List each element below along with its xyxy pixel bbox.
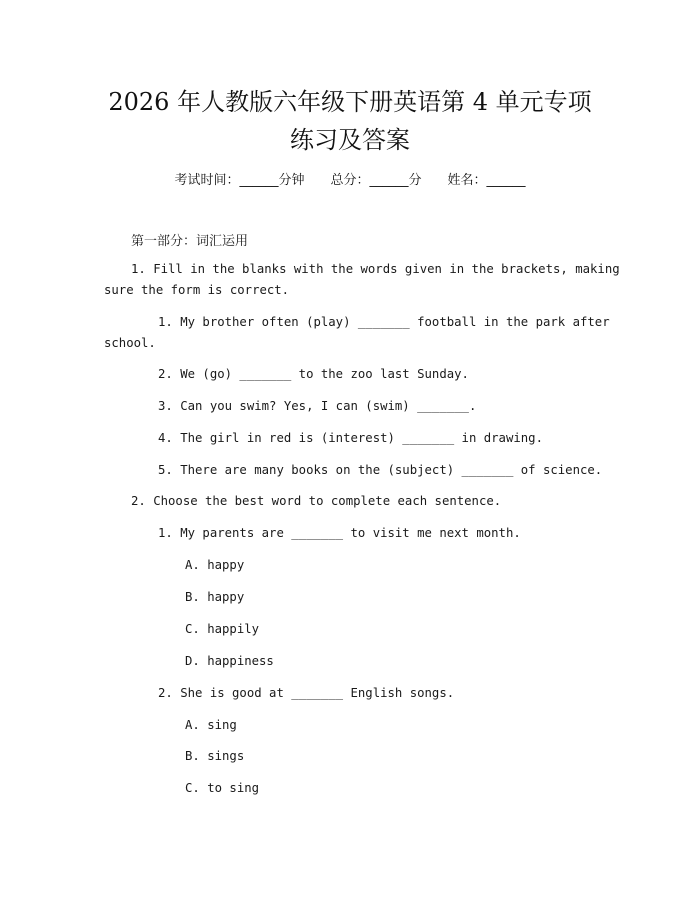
document-title-line-2: 练习及答案	[290, 126, 410, 154]
answer-option: C. happily	[185, 622, 260, 636]
question-1-item: 4. The girl in red is (interest) _______ in drawing.	[158, 431, 543, 445]
question-2-item-2: 2. She is good at _______ English songs.	[158, 686, 455, 700]
total-score-field: 总分：______分	[330, 173, 422, 188]
section-heading: 第一部分：词汇运用	[131, 234, 249, 249]
question-1-item: 1. My brother often (play) _______ football in the park after	[158, 315, 610, 329]
student-name-field: 姓名：______	[447, 173, 526, 188]
question-2-text: 2. Choose the best word to complete each sentence.	[131, 494, 502, 508]
question-2-item-1: 1. My parents are _______ to visit me next month.	[158, 526, 521, 540]
question-1-item: 3. Can you swim? Yes, I can (swim) _______.	[158, 399, 477, 413]
document-title-line-1: 2026 年人教版六年级下册英语第 4 单元专项	[108, 88, 592, 116]
answer-option: C. to sing	[185, 781, 260, 795]
question-1-text-cont: sure the form is correct.	[104, 283, 290, 297]
answer-option: B. happy	[185, 590, 245, 604]
answer-option: A. sing	[185, 718, 237, 732]
answer-option: D. happiness	[185, 654, 274, 668]
answer-option: A. happy	[185, 558, 245, 572]
answer-option: B. sings	[185, 749, 245, 763]
question-1-text: 1. Fill in the blanks with the words given in the brackets, making	[131, 262, 620, 276]
question-1-item: 5. There are many books on the (subject) _______ of science.	[158, 463, 603, 477]
exam-info-line	[0, 169, 700, 188]
question-1-item: 2. We (go) _______ to the zoo last Sunday.	[158, 367, 469, 381]
exam-time-field: 考试时间：______分钟	[174, 173, 305, 188]
question-1-item-cont: school.	[104, 336, 156, 350]
